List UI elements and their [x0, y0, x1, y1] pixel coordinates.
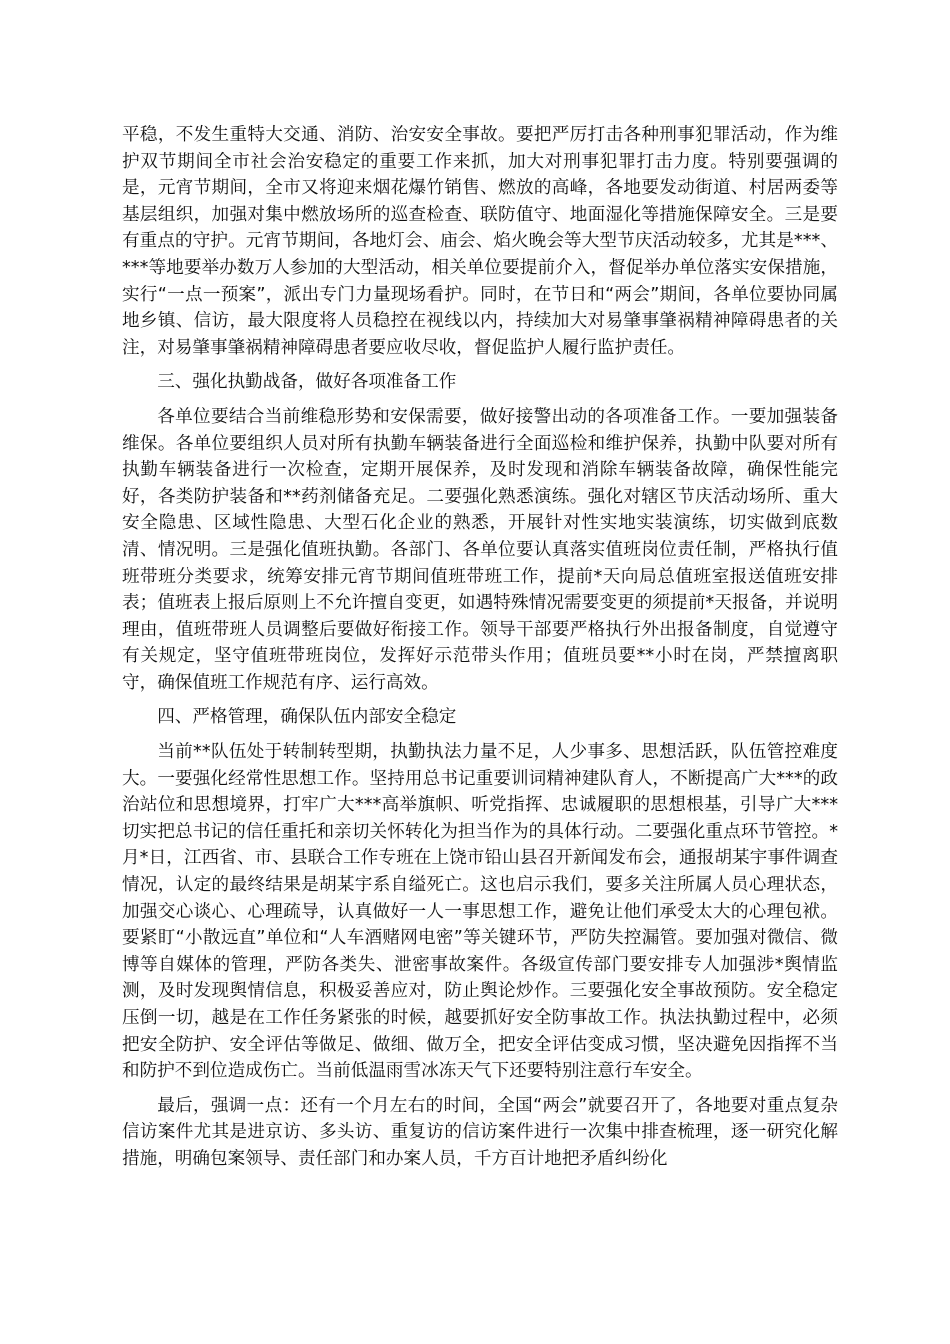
paragraph-duty-readiness: 各单位要结合当前维稳形势和安保需要，做好接警出动的各项准备工作。一要加强装备维保。各单位要组织人员对所有执勤车辆装备进行全面巡检和维护保养，执勤中队要对所有执勤车辆装备进行一次检查，定期开展保养，及时发现和消除车辆装备故障，确保性能完好，各类防护装备和**药剂储备充足。二要强化熟悉演练。强化对辖区节庆活动场所、重大安全隐患、区域性隐患、大型石化企业的熟悉，开展针对性实地实装演练，切实做到底数清、情况明。三是强化值班执勤。各部门、各单位要认真落实值班岗位责任制，严格执行值班带班分类要求，统筹安排元宵节期间值班带班工作，提前*天向局总值班室报送值班安排表；值班表上报后原则上不允许擅自变更，如遇特殊情况需要变更的须提前*天报备，并说明理由，值班带班人员调整后要做好衔接工作。领导干部要严格执行外出报备制度，自觉遵守有关规定，坚守值班带班岗位，发挥好示范带头作用；值班员要**小时在岗，严禁擅离职守，确保值班工作规范有序、运行高效。: [122, 406, 838, 693]
section-heading-strict-management: 四、严格管理，确保队伍内部安全稳定: [157, 707, 457, 728]
document-page: [122, 122, 838, 1173]
section-heading-duty-readiness: 三、强化执勤战备，做好各项准备工作: [157, 372, 457, 393]
paragraph-public-order-continuation: 平稳，不发生重特大交通、消防、治安安全事故。要把严厉打击各种刑事犯罪活动，作为维护双节期间全市社会治安稳定的重要工作来抓，加大对刑事犯罪打击力度。特别要强调的是，元宵节期间，全市又将迎来烟花爆竹销售、燃放的高峰，各地要发动街道、村居两委等基层组织，加强对集中燃放场所的巡查检查、联防值守、地面湿化等措施保障安全。三是要有重点的守护。元宵节期间，各地灯会、庙会、焰火晚会等大型节庆活动较多，尤其是***、***等地要举办数万人参加的大型活动，相关单位要提前介入，督促举办单位落实安保措施，实行“一点一预案”，派出专门力量现场看护。同时，在节日和“两会”期间，各单位要协同属地乡镇、信访，最大限度将人员稳控在视线以内，持续加大对易肇事肇祸精神障碍患者的关注，对易肇事肇祸精神障碍患者要应收尽收，督促监护人履行监护责任。: [122, 125, 838, 358]
paragraph-closing-remarks: 最后，强调一点：还有一个月左右的时间，全国“两会”就要召开了，各地要对重点复杂信访案件尤其是进京访、多头访、重复访的信访案件进行一次集中排查梳理，逐一研究化解措施，明确包案领导、责任部门和办案人员，千方百计地把矛盾纠纷化: [122, 1095, 838, 1169]
paragraph-strict-management: 当前**队伍处于转制转型期，执勤执法力量不足，人少事多、思想活跃，队伍管控难度大。一要强化经常性思想工作。坚持用总书记重要训词精神建队育人，不断提高广大***的政治站位和思想境界，打牢广大***高举旗帜、听党指挥、忠诚履职的思想根基，引导广大***切实把总书记的信任重托和亲切关怀转化为担当作为的具体行动。二要强化重点环节管控。*月*日，江西省、市、县联合工作专班在上饶市铅山县召开新闻发布会，通报胡某宇事件调查情况，认定的最终结果是胡某宇系自缢死亡。这也启示我们，要多关注所属人员心理状态，加强交心谈心、心理疏导，认真做好一人一事思想工作，避免让他们承受太大的心理包袱。要紧盯“小散远直”单位和“人车酒赌网电密”等关键环节，严防失控漏管。要加强对微信、微博等自媒体的管理，严防各类失、泄密事故案件。各级宣传部门要安排专人加强涉*舆情监测，及时发现舆情信息，积极妥善应对，防止舆论炒作。三要强化安全事故预防。安全稳定压倒一切，越是在工作任务紧张的时候，越要抓好安全防事故工作。执法执勤过程中，必须把安全防护、安全评估等做足、做细、做万全，把安全评估变成习惯，坚决避免因指挥不当和防护不到位造成伤亡。当前低温雨雪冰冻天气下还要特别注意行车安全。: [122, 742, 838, 1082]
